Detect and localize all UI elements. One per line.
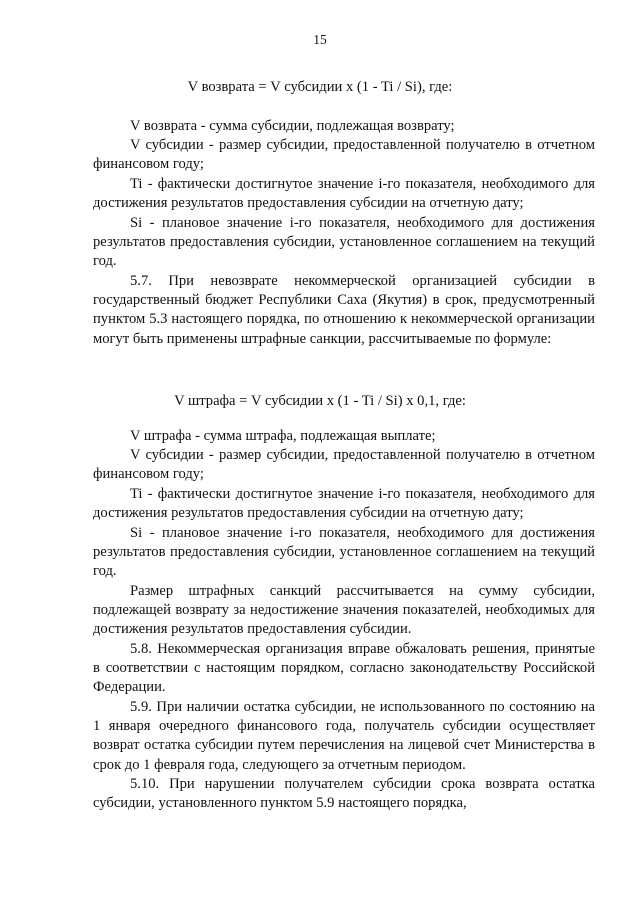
- paragraph: V субсидии - размер субсидии, предоставленной получателю в отчетном финансовом году;: [93, 447, 595, 483]
- page-number: 15: [313, 32, 327, 47]
- paragraph: Ti - фактически достигнутое значение i-го показателя, необходимого для достижения результатов предоставления субсидии на отчетную дату;: [93, 176, 595, 212]
- formula-penalty: V штрафа = V субсидии x (1 - Ti / Si) x 0,1, где:: [174, 393, 466, 409]
- paragraph: V возврата - сумма субсидии, подлежащая возврату;: [130, 118, 455, 134]
- paragraph: V субсидии - размер субсидии, предоставленной получателю в отчетном финансовом году;: [93, 137, 595, 173]
- paragraph: Si - плановое значение i-го показателя, необходимого для достижения результатов предоставления субсидии, установленное соглашением на текущий год.: [93, 525, 595, 580]
- formula-refund: V возврата = V субсидии x (1 - Ti / Si), где:: [187, 79, 453, 95]
- paragraph-5-10: 5.10. При нарушении получателем субсидии срока возврата остатка субсидии, установленного пунктом 5.9 настоящего порядка,: [93, 776, 595, 812]
- paragraph: Ti - фактически достигнутое значение i-го показателя, необходимого для достижения результатов предоставления субсидии на отчетную дату;: [93, 486, 595, 522]
- paragraph-5-8: 5.8. Некоммерческая организация вправе обжаловать решения, принятые в соответствии с настоящим порядком, согласно законодательству Российской Федерации.: [93, 641, 595, 696]
- paragraph: Si - плановое значение i-го показателя, необходимого для достижения результатов предоставления субсидии, установленное соглашением на текущий год.: [93, 215, 595, 270]
- paragraph: Размер штрафных санкций рассчитывается на сумму субсидии, подлежащей возврату за недостижение значения показателей, необходимых для достижения результатов предоставления субсидии.: [93, 583, 595, 638]
- paragraph-5-7: 5.7. При невозврате некоммерческой организацией субсидии в государственный бюджет Республики Саха (Якутия) в срок, предусмотренный пунктом 5.3 настоящего порядка, по отношению к некоммерческой организации могут быть применены штрафные санкции, рассчитываемые по формуле:: [93, 273, 595, 347]
- paragraph-5-9: 5.9. При наличии остатка субсидии, не использованного по состоянию на 1 января очередного финансового года, получатель субсидии осуществляет возврат остатка субсидии путем перечисления на лицевой счет Министерства в срок до 1 февраля года, следующего за отчетным периодом.: [93, 699, 595, 773]
- paragraph: V штрафа - сумма штрафа, подлежащая выплате;: [130, 428, 436, 444]
